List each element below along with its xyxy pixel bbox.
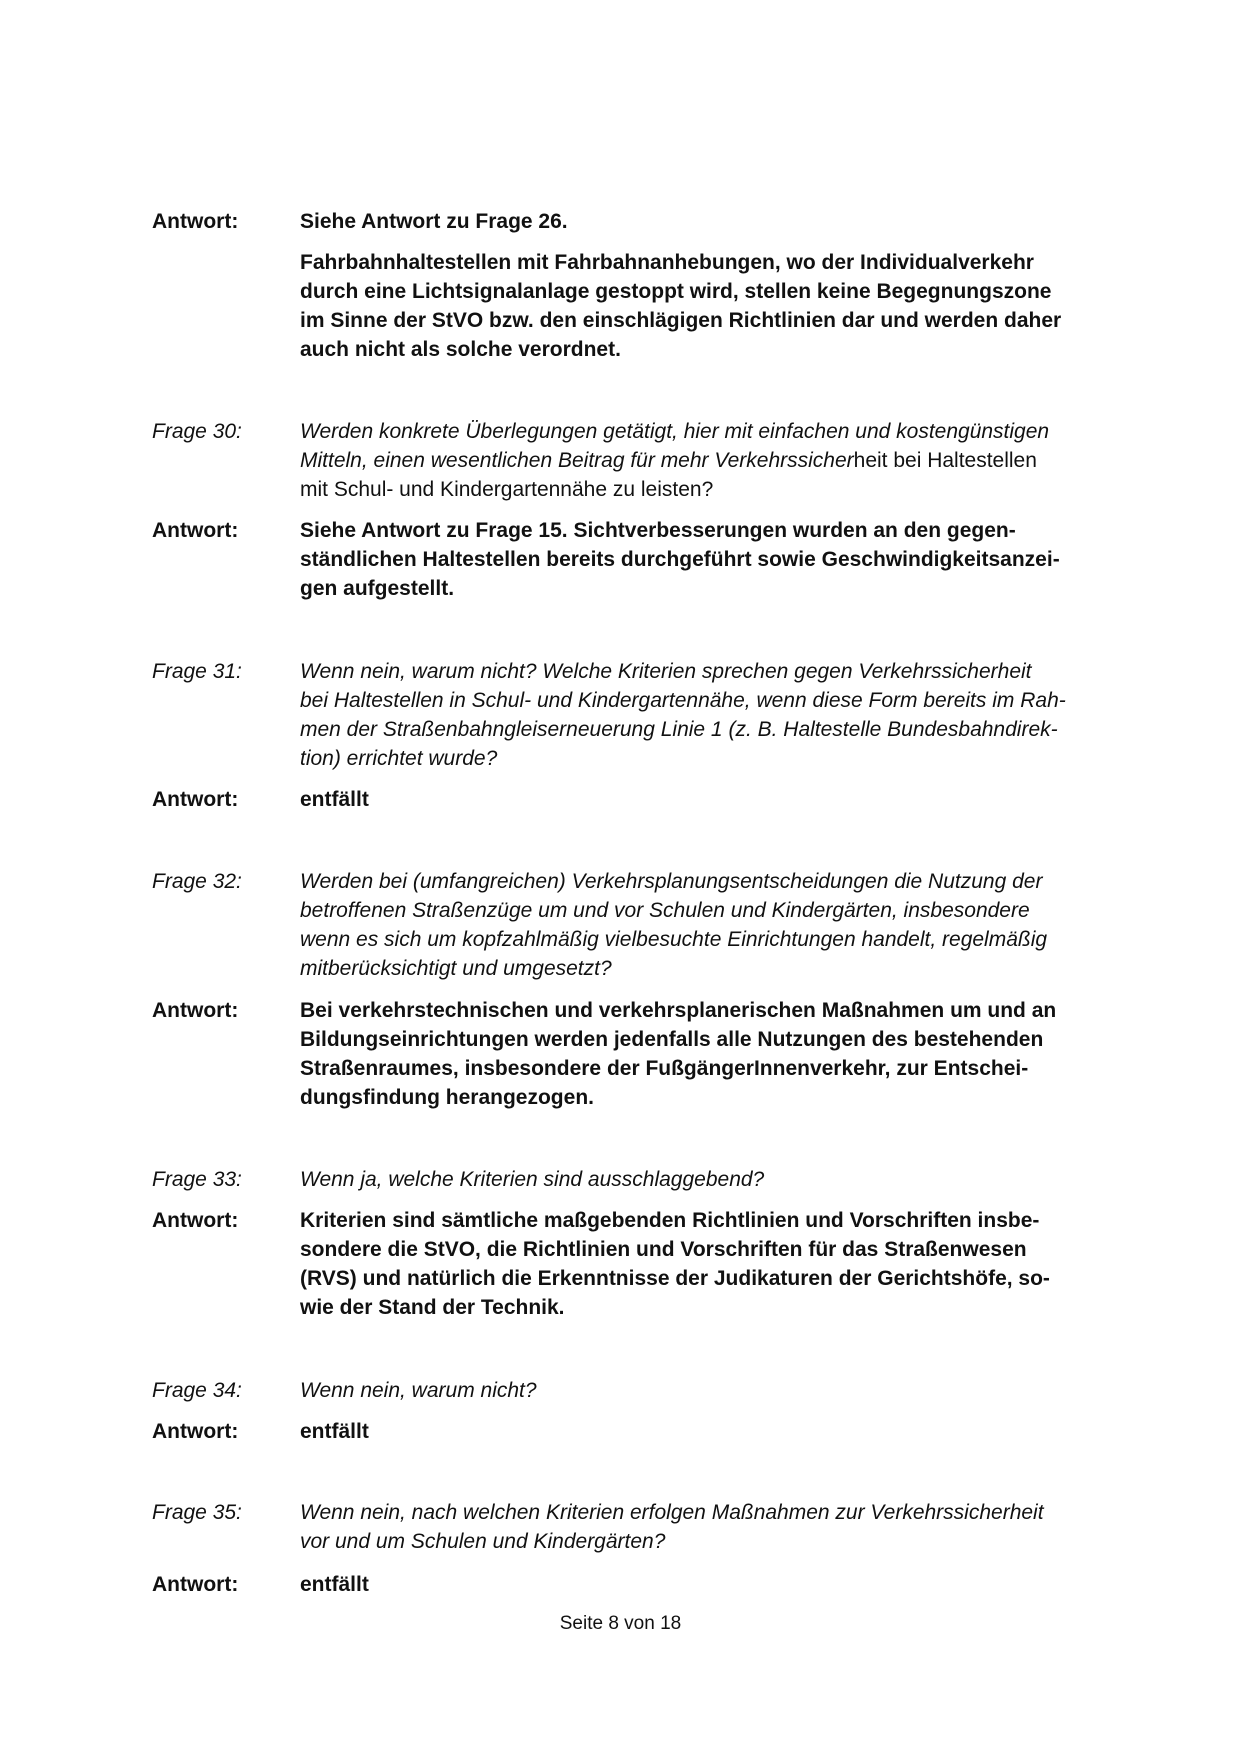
answer-block <box>152 1206 1142 1322</box>
question-label: Frage 31: <box>152 660 242 683</box>
answer-label: Antwort: <box>152 999 239 1022</box>
question-text <box>300 417 1142 504</box>
question-block <box>152 1376 1142 1405</box>
text-line: Kriterien sind sämtliche maßgebenden Richtlinien und Vorschriften insbe- <box>300 1209 1040 1232</box>
text-line: wie der Stand der Technik. <box>300 1296 565 1319</box>
question-label: Frage 30: <box>152 420 242 443</box>
question-label: Frage 32: <box>152 870 242 893</box>
text-line: betroffenen Straßenzüge um und vor Schulen und Kindergärten, insbesondere <box>300 899 1030 922</box>
answer-text <box>300 207 1142 364</box>
text-line: Siehe Antwort zu Frage 26. <box>300 210 568 233</box>
question-block <box>152 1165 1142 1194</box>
text-line: entfällt <box>300 788 369 811</box>
answer-label: Antwort: <box>152 519 239 542</box>
answer-block <box>152 1570 1142 1599</box>
text-line: gen aufgestellt. <box>300 577 455 600</box>
page-number-footer: Seite 8 von 18 <box>559 1613 682 1634</box>
answer-label: Antwort: <box>152 210 239 233</box>
answer-label: Antwort: <box>152 1209 239 1232</box>
question-text <box>300 1498 1142 1556</box>
text-line: mit Schul- und Kindergartennähe zu leisten? <box>300 478 714 501</box>
text-line: Werden konkrete Überlegungen getätigt, hier mit einfachen und kostengünstigen <box>300 420 1050 443</box>
text-line: men der Straßenbahngleiserneuerung Linie 1 (z. B. Haltestelle Bundesbahndirek- <box>300 718 1058 741</box>
text-line: tion) errichtet wurde? <box>300 747 498 770</box>
text-line: ständlichen Haltestellen bereits durchgeführt sowie Geschwindigkeitsanzei- <box>300 548 1060 571</box>
answer-paragraph <box>300 207 1142 236</box>
question-block <box>152 1498 1142 1556</box>
text-line: Wenn nein, warum nicht? <box>300 1379 537 1402</box>
question-text <box>300 1165 1142 1194</box>
text-line: vor und um Schulen und Kindergärten? <box>300 1530 666 1553</box>
answer-text <box>300 1570 1142 1599</box>
text-line: entfällt <box>300 1420 369 1443</box>
text-line: durch eine Lichtsignalanlage gestoppt wird, stellen keine Begegnungszone <box>300 280 1052 303</box>
answer-text <box>300 516 1142 603</box>
text-line: bei Haltestellen in Schul- und Kindergartennähe, wenn diese Form bereits im Rah- <box>300 689 1066 712</box>
question-block <box>152 657 1142 773</box>
text-line: mitberücksichtigt und umgesetzt? <box>300 957 612 980</box>
text-line: Mitteln, einen wesentlichen Beitrag für mehr Verkehrssicherheit bei Haltestellen <box>300 449 1037 472</box>
answer-paragraph <box>300 248 1142 364</box>
text-line: dungsfindung herangezogen. <box>300 1086 594 1109</box>
question-block <box>152 867 1142 983</box>
text-line: Bei verkehrstechnischen und verkehrsplanerischen Maßnahmen um und an <box>300 999 1057 1022</box>
answer-text <box>300 996 1142 1112</box>
text-line: entfällt <box>300 1573 369 1596</box>
text-line: Straßenraumes, insbesondere der FußgängerInnenverkehr, zur Entschei- <box>300 1057 1029 1080</box>
question-text <box>300 1376 1142 1405</box>
text-line: Bildungseinrichtungen werden jedenfalls alle Nutzungen des bestehenden <box>300 1028 1044 1051</box>
text-line: Fahrbahnhaltestellen mit Fahrbahnanhebungen, wo der Individualverkehr <box>300 251 1034 274</box>
answer-block <box>152 996 1142 1112</box>
text-line: (RVS) und natürlich die Erkenntnisse der Judikaturen der Gerichtshöfe, so- <box>300 1267 1050 1290</box>
answer-text <box>300 1417 1142 1446</box>
question-block <box>152 417 1142 504</box>
question-text <box>300 867 1142 983</box>
answer-label: Antwort: <box>152 788 239 811</box>
question-label: Frage 33: <box>152 1168 242 1191</box>
answer-label: Antwort: <box>152 1420 239 1443</box>
text-line: Wenn nein, warum nicht? Welche Kriterien sprechen gegen Verkehrssicherheit <box>300 660 1032 683</box>
answer-text <box>300 1206 1142 1322</box>
question-text <box>300 657 1142 773</box>
question-label: Frage 34: <box>152 1379 242 1402</box>
text-line: Siehe Antwort zu Frage 15. Sichtverbesserungen wurden an den gegen- <box>300 519 1016 542</box>
text-line: wenn es sich um kopfzahlmäßig vielbesuchte Einrichtungen handelt, regelmäßig <box>300 928 1048 951</box>
text-line: sondere die StVO, die Richtlinien und Vorschriften für das Straßenwesen <box>300 1238 1027 1261</box>
text-line: auch nicht als solche verordnet. <box>300 338 621 361</box>
answer-block <box>152 207 1142 364</box>
answer-label: Antwort: <box>152 1573 239 1596</box>
answer-text <box>300 785 1142 814</box>
answer-block <box>152 1417 1142 1446</box>
answer-block <box>152 516 1142 603</box>
answer-block <box>152 785 1142 814</box>
text-line: im Sinne der StVO bzw. den einschlägigen Richtlinien dar und werden daher <box>300 309 1062 332</box>
text-line: Werden bei (umfangreichen) Verkehrsplanungsentscheidungen die Nutzung der <box>300 870 1043 893</box>
text-line: Wenn nein, nach welchen Kriterien erfolgen Maßnahmen zur Verkehrssicherheit <box>300 1501 1044 1524</box>
text-line: Wenn ja, welche Kriterien sind ausschlaggebend? <box>300 1168 765 1191</box>
question-label: Frage 35: <box>152 1501 242 1524</box>
